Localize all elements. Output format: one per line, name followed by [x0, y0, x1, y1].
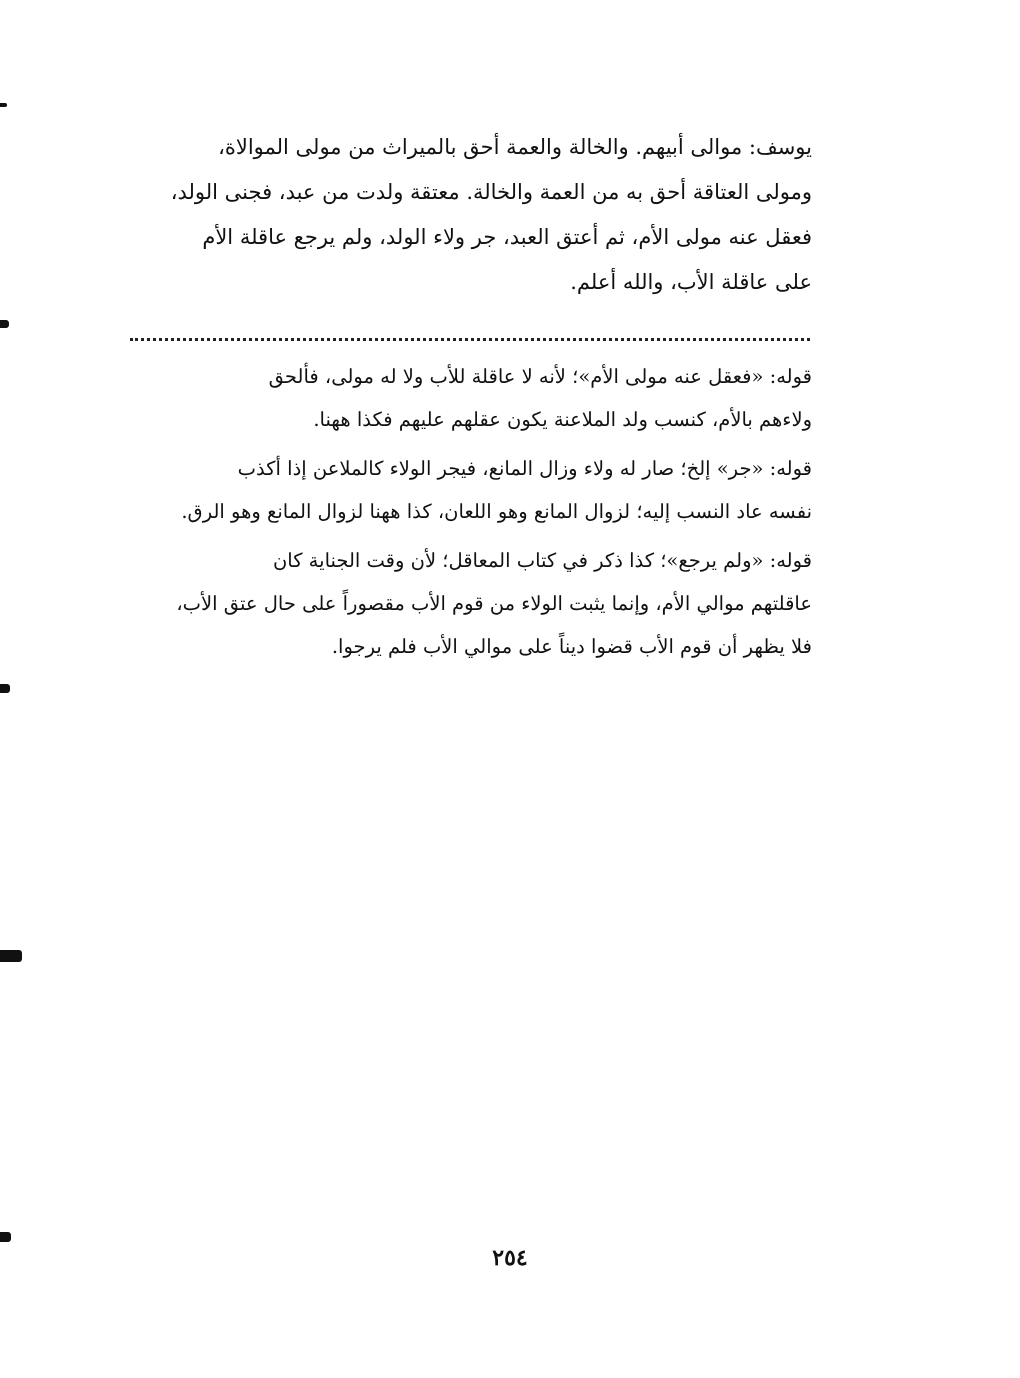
- main-text-line: فعقل عنه مولى الأم، ثم أعتق العبد، جر ولاء الولد، ولم يرجع عاقلة الأم: [202, 225, 812, 249]
- commentary-line: فلا يظهر أن قوم الأب قضوا ديناً على موالي الأب فلم يرجوا.: [331, 635, 812, 658]
- commentary-note: [128, 355, 812, 441]
- main-text-line: ومولى العتاقة أحق به من العمة والخالة. معتقة ولدت من عبد، فجنى الولد،: [170, 180, 812, 204]
- commentary-section: [128, 355, 812, 674]
- commentary-line: ولاءهم بالأم، كنسب ولد الملاعنة يكون عقلهم عليهم فكذا ههنا.: [313, 408, 812, 431]
- scan-mark: [0, 103, 7, 107]
- main-text-line: يوسف: موالى أبيهم. والخالة والعمة أحق بالميراث من مولى الموالاة،: [218, 135, 812, 159]
- commentary-line: نفسه عاد النسب إليه؛ لزوال المانع وهو اللعان، كذا ههنا لزوال المانع وهو الرق.: [181, 500, 812, 523]
- dotted-divider: [130, 338, 810, 341]
- commentary-note: [128, 539, 812, 668]
- page-number: ٢٥٤: [492, 1245, 528, 1271]
- commentary-line: عاقلتهم موالي الأم، وإنما يثبت الولاء من قوم الأب مقصوراً على حال عتق الأب،: [176, 592, 812, 615]
- commentary-note: [128, 447, 812, 533]
- scan-mark: [0, 950, 22, 962]
- scan-mark: [0, 320, 9, 328]
- commentary-line: قوله: «فعقل عنه مولى الأم»؛ لأنه لا عاقلة للأب ولا له مولى، فألحق: [268, 365, 812, 388]
- commentary-line: قوله: «ولم يرجع»؛ كذا ذكر في كتاب المعاقل؛ لأن وقت الجناية كان: [272, 549, 812, 572]
- scan-mark: [0, 684, 10, 693]
- scan-mark: [0, 1232, 11, 1242]
- main-text-line: على عاقلة الأب، والله أعلم.: [570, 270, 812, 294]
- main-text-paragraph: [128, 125, 812, 305]
- commentary-line: قوله: «جر» إلخ؛ صار له ولاء وزال المانع، فيجر الولاء كالملاعن إذا أكذب: [237, 457, 812, 480]
